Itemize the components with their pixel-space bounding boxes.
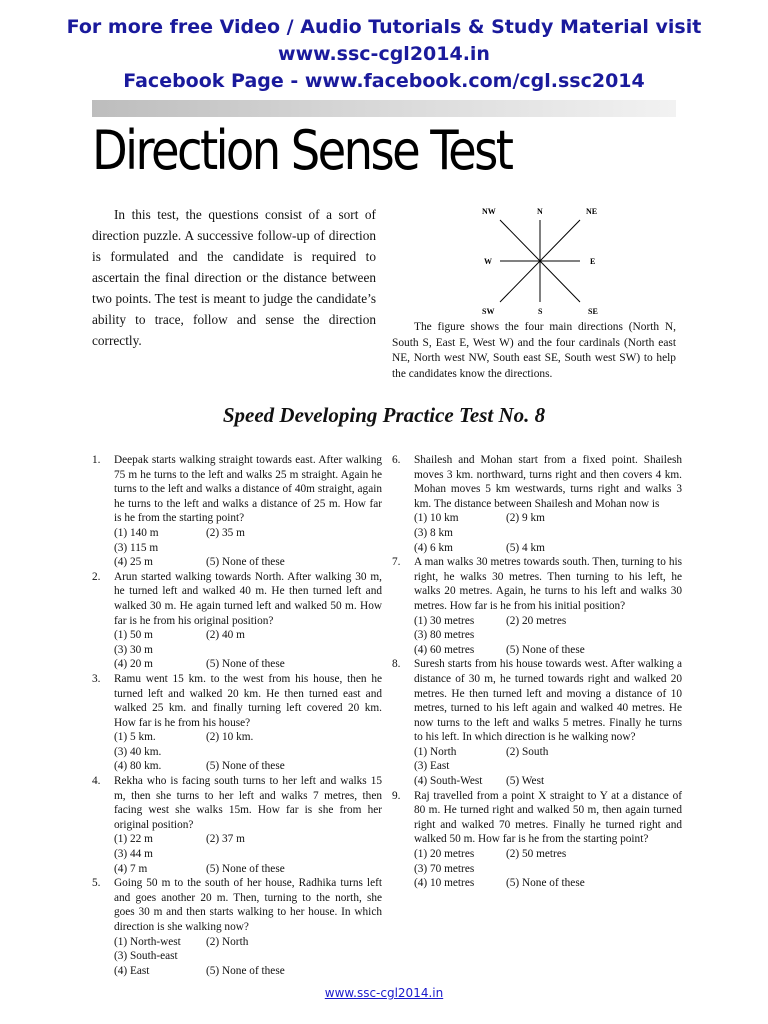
question-item [392, 789, 682, 891]
answer-options [114, 628, 382, 672]
answer-option: (1) 140 m [114, 526, 159, 539]
answer-option: (2) 10 km. [206, 731, 254, 744]
question-body [414, 555, 682, 657]
question-number: 5. [92, 877, 101, 890]
label-se: SE [588, 307, 598, 316]
question-text: Deepak starts walking straight towards east. After walking 75 m he turns to the left and walks 25 m straight. Again he turns to the left and walks a distance of 40m straight, again he turns to the left and walks a distance of 25 m. How far is he from the starting point? [114, 454, 382, 525]
label-sw: SW [482, 307, 495, 316]
question-text: Raj travelled from a point X straight to Y at a distance of 80 m. He turned right and walked 50 m, then again turned right and walked 70 metres. Finally he turned right and walked 50 m. How far is he from the starting point? [414, 789, 682, 846]
test-heading: Speed Developing Practice Test No. 8 [222, 403, 546, 427]
answer-option: (5) None of these [206, 658, 285, 671]
answer-option: (1) 50 m [114, 629, 153, 642]
answer-option: (2) 20 metres [506, 614, 567, 627]
question-number: 8. [392, 658, 401, 671]
answer-option: (4) 20 m [114, 658, 153, 671]
answer-options [114, 935, 382, 979]
answer-option: (2) 40 m [206, 629, 245, 642]
answer-option: (5) None of these [206, 556, 285, 569]
question-number: 9. [392, 789, 401, 802]
answer-option: (1) 22 m [114, 833, 153, 846]
banner-line-3[interactable]: Facebook Page - www.facebook.com/cgl.ssc2014 [123, 70, 645, 92]
answer-options [114, 526, 382, 570]
question-item [392, 453, 682, 555]
answer-option: (1) 30 metres [414, 614, 475, 627]
answer-option: (2) 35 m [206, 526, 245, 539]
question-number: 1. [92, 454, 101, 466]
answer-option: (3) East [414, 760, 450, 773]
answer-option: (5) None of these [206, 862, 285, 875]
answer-options [114, 832, 382, 876]
answer-option: (2) North [206, 935, 249, 948]
answer-option: (3) 115 m [114, 541, 159, 554]
answer-option: (1) 5 km. [114, 731, 156, 744]
answer-options [414, 745, 682, 789]
answer-option: (4) South-West [414, 775, 483, 788]
answer-option: (3) 70 metres [414, 862, 475, 875]
answer-option: (4) 80 km. [114, 760, 162, 773]
answer-option: (3) 40 km. [114, 745, 162, 758]
question-number: 4. [92, 775, 101, 788]
question-text: Rekha who is facing south turns to her left and walks 15 m, then she turns to her left and walks 7 metres, then facing west she walks 15m. How far is she from her original position? [114, 775, 382, 831]
question-number: 6. [392, 454, 401, 466]
answer-option: (3) South-east [114, 950, 178, 963]
label-nw: NW [482, 207, 496, 216]
question-body [414, 789, 682, 891]
question-body [114, 672, 382, 774]
answer-option: (2) South [506, 745, 549, 758]
question-item [92, 672, 382, 774]
question-body [414, 657, 682, 788]
question-item [92, 774, 382, 876]
answer-option: (4) 60 metres [414, 643, 475, 656]
question-item [92, 570, 382, 672]
question-item [392, 555, 682, 657]
answer-option: (3) 44 m [114, 848, 153, 861]
promo-banner [0, 14, 768, 95]
banner-line-1: For more free Video / Audio Tutorials & Study Material visit [66, 16, 702, 38]
answer-option: (3) 8 km [414, 526, 453, 539]
answer-option: (2) 9 km [506, 512, 545, 525]
decorative-grey-bar [92, 100, 676, 117]
answer-option: (1) 20 metres [414, 848, 475, 861]
compass-svg [474, 202, 608, 320]
answer-options [114, 730, 382, 774]
answer-option: (1) North-west [114, 935, 181, 948]
answer-option: (4) 6 km [414, 541, 453, 554]
question-item [92, 876, 382, 978]
answer-option: (4) 10 metres [414, 877, 475, 890]
label-n: N [537, 207, 543, 216]
question-text: Arun started walking towards North. After walking 30 m, he turned left and walked 40 m. He then turned left and walked 30 m. He again turned left and walked 50 m. How far is he from his original position? [114, 570, 382, 627]
answer-option: (2) 37 m [206, 833, 245, 846]
question-text: Ramu went 15 km. to the west from his house, then he turned left and walked 20 km. He then turned east and walked 25 km. and finally turning left covered 20 km. How far is he from his house? [114, 672, 382, 729]
answer-option: (5) None of these [206, 964, 285, 977]
answer-option: (5) 4 km [506, 541, 545, 554]
answer-option: (3) 30 m [114, 643, 153, 656]
question-body [114, 774, 382, 876]
answer-option: (5) West [506, 775, 545, 788]
page-title: Direction Sense Test [92, 119, 512, 182]
answer-option: (4) 7 m [114, 862, 148, 875]
answer-option: (2) 50 metres [506, 848, 567, 861]
question-body [114, 876, 382, 978]
question-number: 7. [392, 556, 401, 569]
answer-option: (4) East [114, 964, 150, 977]
question-number: 3. [92, 672, 101, 685]
answer-option: (1) North [414, 745, 457, 758]
questions-column-right [392, 453, 682, 891]
questions-column-left [92, 453, 382, 978]
answer-option: (5) None of these [506, 643, 585, 656]
answer-option: (3) 80 metres [414, 629, 475, 642]
answer-options [414, 511, 682, 555]
label-ne: NE [586, 207, 598, 216]
question-item [92, 453, 382, 570]
answer-option: (1) 10 km [414, 512, 459, 525]
question-body [414, 453, 682, 555]
answer-options [414, 847, 682, 891]
answer-option: (5) None of these [206, 760, 285, 773]
footer-link[interactable]: www.ssc-cgl2014.in [324, 986, 444, 1000]
banner-line-2[interactable]: www.ssc-cgl2014.in [278, 43, 490, 65]
question-text: A man walks 30 metres towards south. Then, turning to his right, he walks 30 metres. Then turning to his left, he walks 20 metres. Again, he turns to his left and walks 30 metres. How far is he from his initial position? [414, 556, 682, 612]
question-body [114, 570, 382, 672]
compass-diagram [474, 202, 608, 320]
label-e: E [590, 257, 596, 266]
question-body [114, 453, 382, 570]
label-s: S [538, 307, 543, 316]
question-number: 2. [92, 570, 101, 583]
compass-caption: The figure shows the four main directions (North N, South S, East E, West W) and the four cardinals (North east NE, North west NW, South east SE, South west SW) to help the candidates know the directions. [392, 321, 676, 380]
question-text: Going 50 m to the south of her house, Radhika turns left and goes another 20 m. Then, turning to the north, she goes 30 m and then starts walking to her house. In which direction is she walking now? [114, 877, 382, 933]
answer-option: (4) 25 m [114, 556, 153, 569]
answer-option: (5) None of these [506, 877, 585, 890]
intro-paragraph: In this test, the questions consist of a sort of direction puzzle. A successive follow-up of direction is formulated and the candidate is required to ascertain the final direction or the distance between two points. The test is meant to judge the candidate’s ability to trace, follow and sense the direction correctly. [92, 207, 376, 348]
question-item [392, 657, 682, 788]
question-text: Suresh starts from his house towards west. After walking a distance of 30 m, he turned towards right and walked 20 metres. He then turned left and moving a distance of 10 metres, turned to his left again and walked 40 metres. He now turns to the left and walks 5 metres. Finally he turns to his left. In which direction is he walking now? [414, 658, 682, 744]
answer-options [414, 614, 682, 658]
label-w: W [484, 257, 492, 266]
question-text: Shailesh and Mohan start from a fixed point. Shailesh moves 3 km. northward, turns right and then covers 4 km. Mohan moves 5 km westwards, turns right and walks 3 km. The distance between Shailesh and Mohan now is [414, 454, 682, 510]
